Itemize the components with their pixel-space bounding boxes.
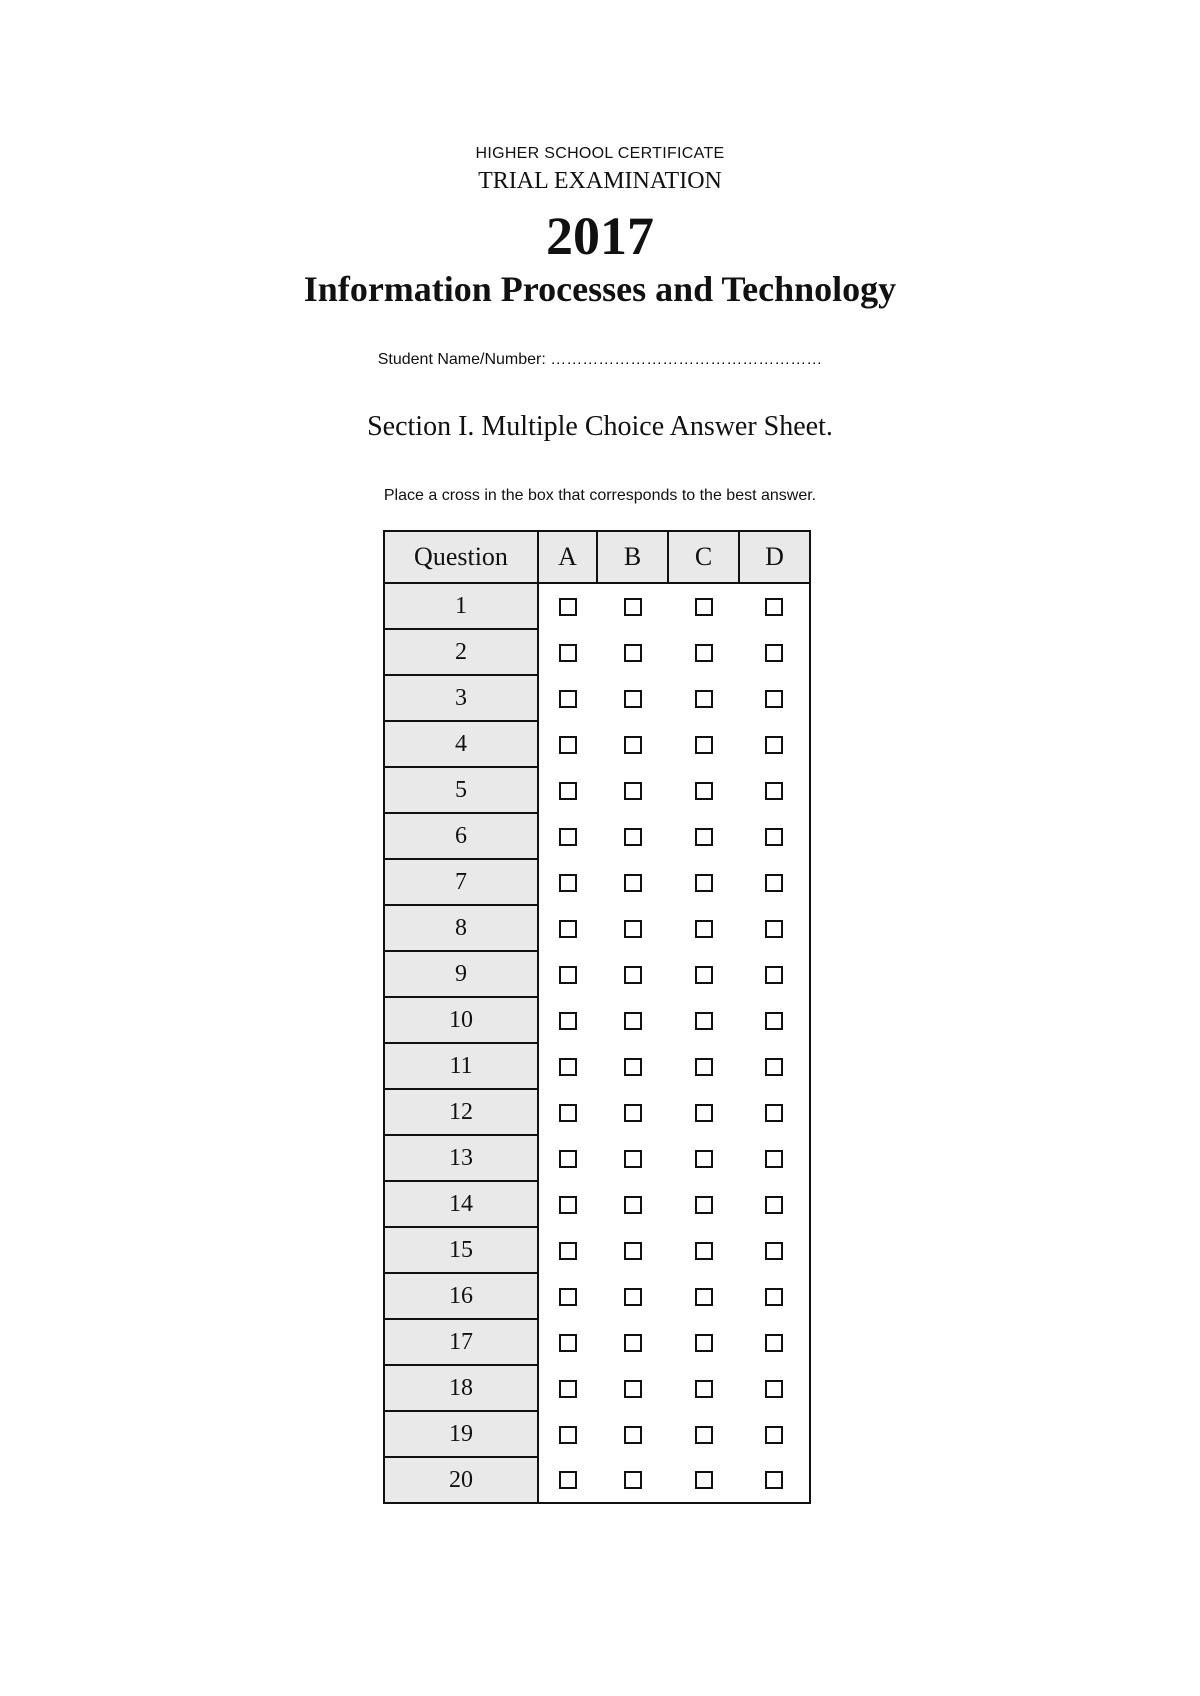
table-row xyxy=(384,1135,810,1181)
answer-checkbox-d[interactable] xyxy=(765,1196,783,1214)
table-row xyxy=(384,1411,810,1457)
answer-checkbox-c[interactable] xyxy=(695,966,713,984)
option-cell-c xyxy=(668,997,739,1043)
answer-checkbox-b[interactable] xyxy=(624,1012,642,1030)
table-row xyxy=(384,813,810,859)
option-cell-a xyxy=(538,721,597,767)
option-cell-d xyxy=(739,1319,810,1365)
option-cell-d xyxy=(739,1457,810,1503)
answer-checkbox-c[interactable] xyxy=(695,1380,713,1398)
table-row xyxy=(384,1043,810,1089)
option-cell-a xyxy=(538,1089,597,1135)
answer-checkbox-a[interactable] xyxy=(559,782,577,800)
answer-checkbox-d[interactable] xyxy=(765,644,783,662)
answer-checkbox-d[interactable] xyxy=(765,1242,783,1260)
answer-checkbox-b[interactable] xyxy=(624,1334,642,1352)
answer-checkbox-a[interactable] xyxy=(559,966,577,984)
header-row xyxy=(384,531,810,583)
answer-checkbox-a[interactable] xyxy=(559,1242,577,1260)
option-cell-d xyxy=(739,1089,810,1135)
answer-checkbox-a[interactable] xyxy=(559,1196,577,1214)
answer-checkbox-c[interactable] xyxy=(695,1012,713,1030)
table-row xyxy=(384,1089,810,1135)
option-cell-c xyxy=(668,1273,739,1319)
answer-checkbox-a[interactable] xyxy=(559,874,577,892)
answer-checkbox-d[interactable] xyxy=(765,1471,783,1489)
answer-checkbox-a[interactable] xyxy=(559,1380,577,1398)
option-cell-c xyxy=(668,1089,739,1135)
answer-checkbox-d[interactable] xyxy=(765,874,783,892)
answer-checkbox-a[interactable] xyxy=(559,1471,577,1489)
answer-checkbox-b[interactable] xyxy=(624,1196,642,1214)
answer-checkbox-c[interactable] xyxy=(695,644,713,662)
option-cell-d xyxy=(739,951,810,997)
option-cell-c xyxy=(668,1365,739,1411)
question-number: 9 xyxy=(384,951,538,997)
answer-checkbox-d[interactable] xyxy=(765,1426,783,1444)
option-cell-d xyxy=(739,1227,810,1273)
option-cell-a xyxy=(538,1457,597,1503)
answer-checkbox-b[interactable] xyxy=(624,1104,642,1122)
answer-checkbox-c[interactable] xyxy=(695,1104,713,1122)
answer-checkbox-c[interactable] xyxy=(695,1426,713,1444)
option-cell-b xyxy=(597,1411,668,1457)
answer-checkbox-a[interactable] xyxy=(559,1288,577,1306)
answer-checkbox-a[interactable] xyxy=(559,1426,577,1444)
section-title: Section I. Multiple Choice Answer Sheet. xyxy=(367,411,833,442)
question-number: 2 xyxy=(384,629,538,675)
answer-checkbox-a[interactable] xyxy=(559,1012,577,1030)
option-cell-c xyxy=(668,1181,739,1227)
answer-checkbox-d[interactable] xyxy=(765,736,783,754)
option-cell-b xyxy=(597,675,668,721)
option-cell-a xyxy=(538,859,597,905)
answer-checkbox-a[interactable] xyxy=(559,598,577,616)
answer-checkbox-c[interactable] xyxy=(695,828,713,846)
answer-checkbox-b[interactable] xyxy=(624,874,642,892)
answer-checkbox-c[interactable] xyxy=(695,782,713,800)
answer-checkbox-a[interactable] xyxy=(559,644,577,662)
answer-checkbox-c[interactable] xyxy=(695,1150,713,1168)
option-cell-c xyxy=(668,859,739,905)
answer-checkbox-b[interactable] xyxy=(624,1150,642,1168)
answer-checkbox-b[interactable] xyxy=(624,828,642,846)
question-number: 5 xyxy=(384,767,538,813)
answer-checkbox-d[interactable] xyxy=(765,1012,783,1030)
question-number: 7 xyxy=(384,859,538,905)
table-row xyxy=(384,675,810,721)
answer-checkbox-b[interactable] xyxy=(624,1288,642,1306)
answer-checkbox-d[interactable] xyxy=(765,1058,783,1076)
option-cell-b xyxy=(597,1089,668,1135)
option-cell-d xyxy=(739,1135,810,1181)
answer-sheet-table xyxy=(383,530,811,1504)
answer-checkbox-b[interactable] xyxy=(624,920,642,938)
answer-checkbox-c[interactable] xyxy=(695,920,713,938)
question-number: 8 xyxy=(384,905,538,951)
answer-checkbox-b[interactable] xyxy=(624,1058,642,1076)
answer-checkbox-b[interactable] xyxy=(624,598,642,616)
answer-checkbox-a[interactable] xyxy=(559,1058,577,1076)
answer-checkbox-b[interactable] xyxy=(624,644,642,662)
question-number: 4 xyxy=(384,721,538,767)
exam-year: 2017 xyxy=(546,206,654,266)
answer-checkbox-d[interactable] xyxy=(765,920,783,938)
certificate-heading: HIGHER SCHOOL CERTIFICATE xyxy=(475,145,725,162)
answer-checkbox-d[interactable] xyxy=(765,1288,783,1306)
option-cell-b xyxy=(597,1135,668,1181)
option-cell-a xyxy=(538,1227,597,1273)
question-number: 10 xyxy=(384,997,538,1043)
option-cell-a xyxy=(538,905,597,951)
option-cell-c xyxy=(668,721,739,767)
option-cell-a xyxy=(538,1319,597,1365)
option-cell-a xyxy=(538,1181,597,1227)
table-row xyxy=(384,1227,810,1273)
option-cell-a xyxy=(538,1273,597,1319)
answer-checkbox-a[interactable] xyxy=(559,1334,577,1352)
option-cell-c xyxy=(668,1457,739,1503)
option-cell-c xyxy=(668,629,739,675)
table-row xyxy=(384,1273,810,1319)
answer-checkbox-a[interactable] xyxy=(559,1104,577,1122)
option-cell-b xyxy=(597,951,668,997)
option-cell-a xyxy=(538,813,597,859)
option-header-b: B xyxy=(597,531,668,583)
answer-checkbox-d[interactable] xyxy=(765,1150,783,1168)
answer-checkbox-b[interactable] xyxy=(624,966,642,984)
answer-checkbox-b[interactable] xyxy=(624,1380,642,1398)
answer-checkbox-b[interactable] xyxy=(624,1471,642,1489)
option-cell-d xyxy=(739,1273,810,1319)
option-cell-a xyxy=(538,1411,597,1457)
option-cell-d xyxy=(739,1043,810,1089)
answer-checkbox-d[interactable] xyxy=(765,690,783,708)
table-row xyxy=(384,1319,810,1365)
option-cell-b xyxy=(597,1227,668,1273)
question-number: 12 xyxy=(384,1089,538,1135)
option-cell-c xyxy=(668,1043,739,1089)
question-number: 11 xyxy=(384,1043,538,1089)
option-cell-d xyxy=(739,859,810,905)
option-cell-d xyxy=(739,905,810,951)
option-cell-b xyxy=(597,1457,668,1503)
answer-checkbox-b[interactable] xyxy=(624,1426,642,1444)
answer-checkbox-c[interactable] xyxy=(695,1288,713,1306)
answer-checkbox-c[interactable] xyxy=(695,1196,713,1214)
option-cell-d xyxy=(739,583,810,629)
question-number: 19 xyxy=(384,1411,538,1457)
table-row xyxy=(384,1457,810,1503)
table-row xyxy=(384,1365,810,1411)
question-number: 13 xyxy=(384,1135,538,1181)
option-cell-b xyxy=(597,629,668,675)
option-cell-c xyxy=(668,1135,739,1181)
question-number: 18 xyxy=(384,1365,538,1411)
option-cell-c xyxy=(668,905,739,951)
answer-checkbox-b[interactable] xyxy=(624,736,642,754)
option-cell-c xyxy=(668,951,739,997)
option-cell-b xyxy=(597,1319,668,1365)
option-header-a: A xyxy=(538,531,597,583)
option-cell-d xyxy=(739,767,810,813)
option-cell-b xyxy=(597,1273,668,1319)
table-row xyxy=(384,951,810,997)
option-cell-d xyxy=(739,997,810,1043)
option-cell-b xyxy=(597,813,668,859)
answer-checkbox-b[interactable] xyxy=(624,782,642,800)
option-cell-b xyxy=(597,997,668,1043)
answer-checkbox-d[interactable] xyxy=(765,598,783,616)
question-column-header: Question xyxy=(384,531,538,583)
question-number: 14 xyxy=(384,1181,538,1227)
table-row xyxy=(384,721,810,767)
option-cell-b xyxy=(597,905,668,951)
answer-checkbox-a[interactable] xyxy=(559,828,577,846)
answer-checkbox-a[interactable] xyxy=(559,920,577,938)
answer-checkbox-a[interactable] xyxy=(559,1150,577,1168)
table-row xyxy=(384,583,810,629)
option-cell-a xyxy=(538,951,597,997)
answer-checkbox-d[interactable] xyxy=(765,966,783,984)
answer-checkbox-c[interactable] xyxy=(695,1058,713,1076)
table-row xyxy=(384,767,810,813)
option-header-d: D xyxy=(739,531,810,583)
answer-checkbox-a[interactable] xyxy=(559,690,577,708)
option-cell-a xyxy=(538,997,597,1043)
table-row xyxy=(384,905,810,951)
question-number: 17 xyxy=(384,1319,538,1365)
option-cell-d xyxy=(739,813,810,859)
option-cell-b xyxy=(597,721,668,767)
option-cell-c xyxy=(668,583,739,629)
table-row xyxy=(384,629,810,675)
answer-checkbox-d[interactable] xyxy=(765,828,783,846)
option-cell-c xyxy=(668,1319,739,1365)
answer-checkbox-c[interactable] xyxy=(695,690,713,708)
answer-checkbox-d[interactable] xyxy=(765,1334,783,1352)
answer-checkbox-b[interactable] xyxy=(624,690,642,708)
option-cell-a xyxy=(538,1365,597,1411)
option-cell-b xyxy=(597,1043,668,1089)
instruction-text: Place a cross in the box that corresponds to the best answer. xyxy=(383,487,817,504)
option-cell-b xyxy=(597,1181,668,1227)
student-name-field: Student Name/Number: …………………………………………… xyxy=(377,351,823,368)
answer-checkbox-c[interactable] xyxy=(695,1471,713,1489)
answer-checkbox-c[interactable] xyxy=(695,598,713,616)
exam-heading: TRIAL EXAMINATION xyxy=(478,168,722,194)
option-cell-a xyxy=(538,1043,597,1089)
option-cell-d xyxy=(739,675,810,721)
option-cell-c xyxy=(668,767,739,813)
answer-checkbox-c[interactable] xyxy=(695,874,713,892)
answer-checkbox-d[interactable] xyxy=(765,1380,783,1398)
option-cell-c xyxy=(668,1411,739,1457)
answer-checkbox-c[interactable] xyxy=(695,1334,713,1352)
table-row xyxy=(384,1181,810,1227)
table-row xyxy=(384,997,810,1043)
option-cell-b xyxy=(597,583,668,629)
option-cell-d xyxy=(739,1365,810,1411)
question-number: 1 xyxy=(384,583,538,629)
answer-checkbox-d[interactable] xyxy=(765,782,783,800)
table-row xyxy=(384,859,810,905)
option-cell-c xyxy=(668,813,739,859)
option-cell-a xyxy=(538,767,597,813)
question-number: 6 xyxy=(384,813,538,859)
option-cell-a xyxy=(538,1135,597,1181)
option-cell-a xyxy=(538,583,597,629)
subject-title: Information Processes and Technology xyxy=(303,269,897,309)
question-number: 20 xyxy=(384,1457,538,1503)
answer-checkbox-c[interactable] xyxy=(695,1242,713,1260)
option-cell-d xyxy=(739,1411,810,1457)
option-cell-b xyxy=(597,1365,668,1411)
answer-checkbox-a[interactable] xyxy=(559,736,577,754)
answer-checkbox-d[interactable] xyxy=(765,1104,783,1122)
question-number: 15 xyxy=(384,1227,538,1273)
option-cell-c xyxy=(668,1227,739,1273)
option-cell-d xyxy=(739,629,810,675)
question-number: 3 xyxy=(384,675,538,721)
option-cell-b xyxy=(597,859,668,905)
option-cell-a xyxy=(538,629,597,675)
option-cell-c xyxy=(668,675,739,721)
question-number: 16 xyxy=(384,1273,538,1319)
answer-checkbox-c[interactable] xyxy=(695,736,713,754)
option-cell-a xyxy=(538,675,597,721)
option-cell-b xyxy=(597,767,668,813)
option-cell-d xyxy=(739,721,810,767)
answer-checkbox-b[interactable] xyxy=(624,1242,642,1260)
option-header-c: C xyxy=(668,531,739,583)
option-cell-d xyxy=(739,1181,810,1227)
